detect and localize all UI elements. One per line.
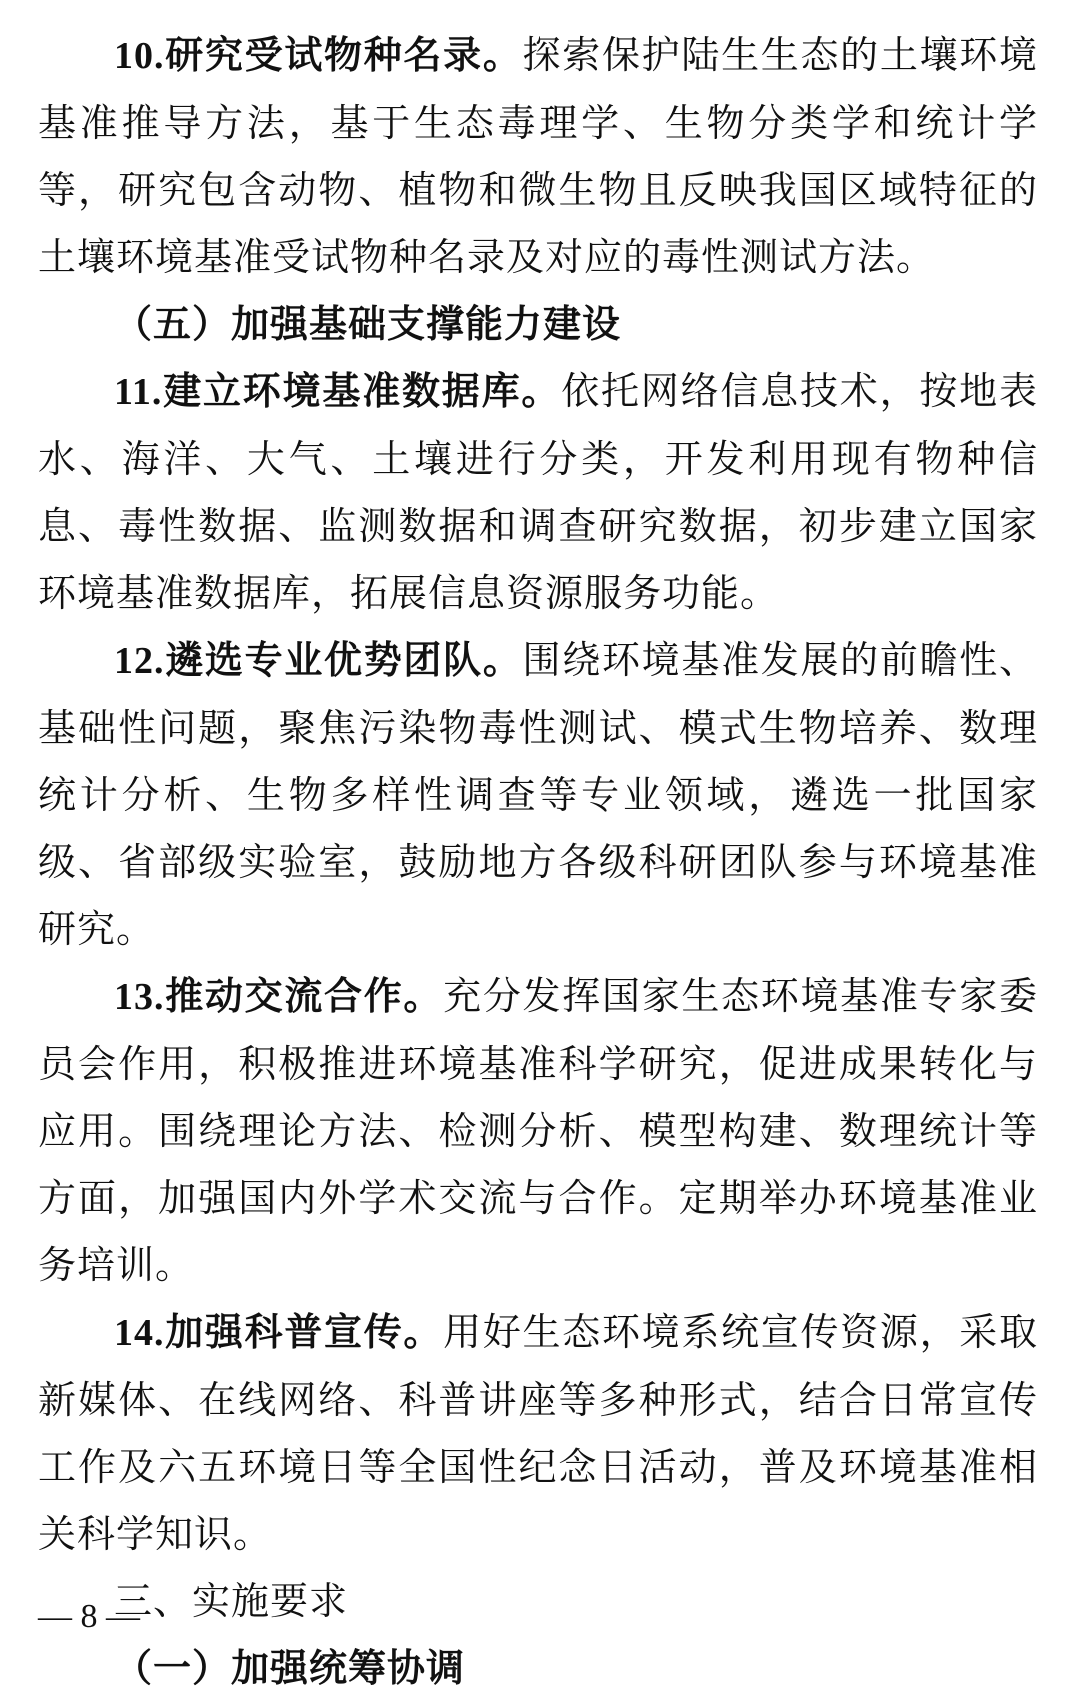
item-11-body: 依托网络信息技术，按地表水、海洋、大气、土壤进行分类，开发利用现有物种信息、毒性数据、监测数据和调查研究数据，初步建立国家环境基准数据库，拓展信息资源服务功能。 xyxy=(38,369,1038,615)
item-11-heading: 建立环境基准数据库。 xyxy=(162,369,562,413)
item-10-number: 10. xyxy=(114,35,165,77)
subheading-5: （五）加强基础支撑能力建设 xyxy=(114,302,622,346)
document-page xyxy=(38,22,1038,1702)
item-12-number: 12. xyxy=(114,640,165,682)
item-13 xyxy=(38,963,1038,1299)
page-number: — 8 — xyxy=(38,1598,140,1635)
item-10-heading: 研究受试物种名录。 xyxy=(164,33,523,77)
subheading-1: （一）加强统筹协调 xyxy=(114,1646,466,1690)
item-14-number: 14. xyxy=(114,1312,165,1354)
section-3-heading: 三、实施要求 xyxy=(114,1579,349,1623)
item-12 xyxy=(38,627,1038,963)
item-12-heading: 遴选专业优势团队。 xyxy=(164,638,523,682)
item-14-heading: 加强科普宣传。 xyxy=(164,1310,444,1354)
item-10-body: 探索保护陆生生态的土壤环境基准推导方法，基于生态毒理学、生物分类学和统计学等，研究包含动物、植物和微生物且反映我国区域特征的土壤环境基准受试物种名录及对应的毒性测试方法。 xyxy=(38,33,1038,279)
item-12-body: 围绕环境基准发展的前瞻性、基础性问题，聚焦污染物毒性测试、模式生物培养、数理统计分析、生物多样性调查等专业领域，遴选一批国家级、省部级实验室，鼓励地方各级科研团队参与环境基准研究。 xyxy=(38,638,1038,951)
item-13-heading: 推动交流合作。 xyxy=(164,974,444,1018)
item-11 xyxy=(38,358,1038,627)
item-11-number: 11. xyxy=(114,371,163,413)
item-14 xyxy=(38,1299,1038,1568)
item-13-number: 13. xyxy=(114,976,165,1018)
item-14-body: 用好生态环境系统宣传资源，采取新媒体、在线网络、科普讲座等多种形式，结合日常宣传工作及六五环境日等全国性纪念日活动，普及环境基准相关科学知识。 xyxy=(38,1310,1038,1556)
item-13-body: 充分发挥国家生态环境基准专家委员会作用，积极推进环境基准科学研究，促进成果转化与应用。围绕理论方法、检测分析、模型构建、数理统计等方面，加强国内外学术交流与合作。定期举办环境基准业务培训。 xyxy=(38,974,1038,1287)
item-10 xyxy=(38,22,1038,291)
